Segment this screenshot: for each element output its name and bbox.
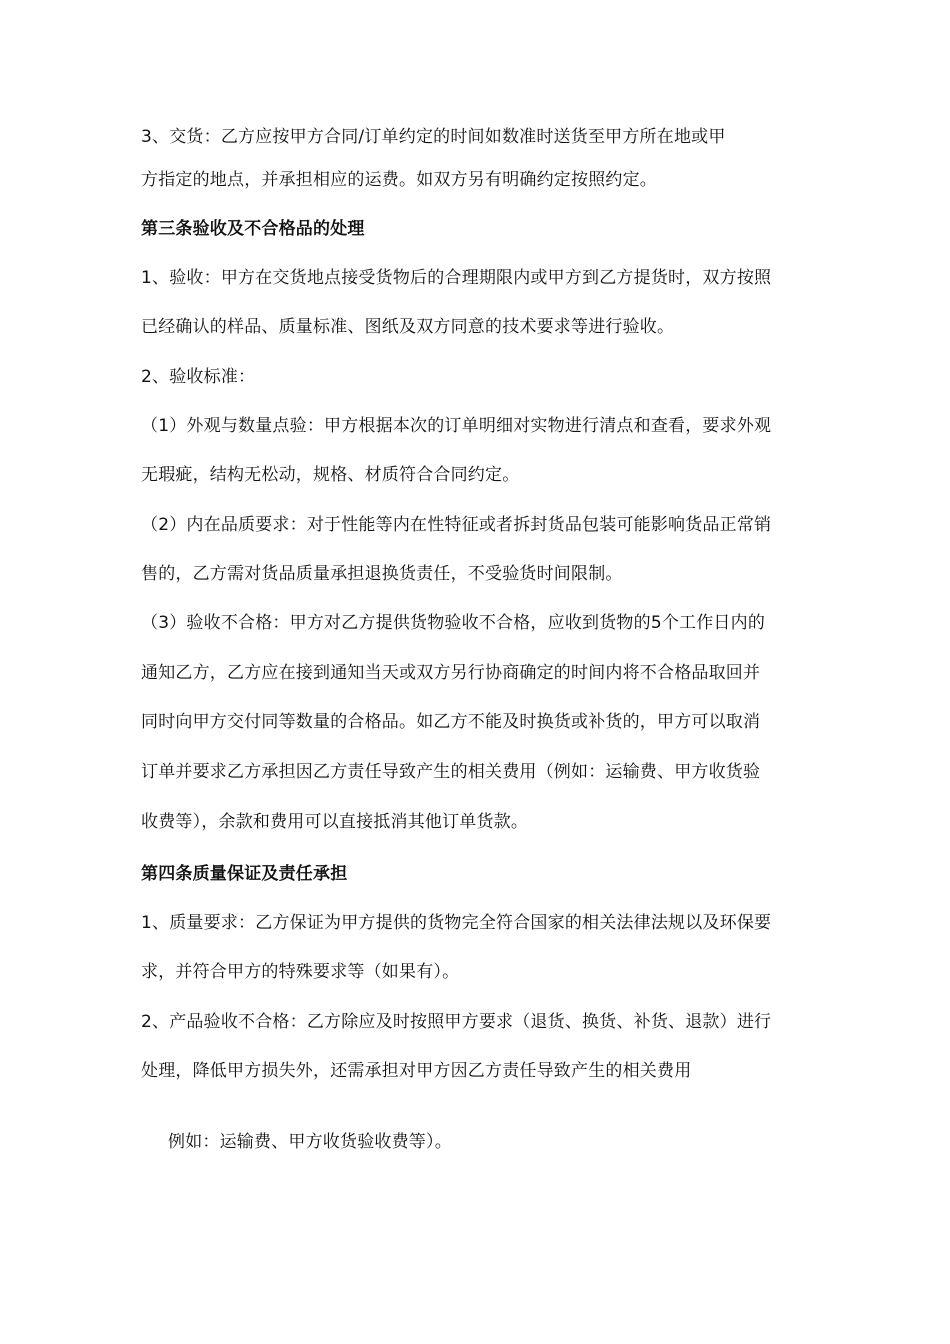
acceptance-item-2: 2、验收标准： xyxy=(141,367,256,387)
product-failure-line-1: 2、产品验收不合格：乙方除应及时按照甲方要求（退货、换货、补货、退款）进行 xyxy=(141,1012,772,1032)
acceptance-failure-line-3: 同时向甲方交付同等数量的合格品。如乙方不能及时换货或补货的，甲方可以取消 xyxy=(141,712,761,732)
internal-quality-line-2: 售的，乙方需对货品质量承担退换货责任，不受验货时间限制。 xyxy=(141,564,623,584)
article-3-heading: 第三条验收及不合格品的处理 xyxy=(141,219,365,239)
product-failure-line-2: 处理，降低甲方损失外，还需承担对甲方因乙方责任导致产生的相关费用 xyxy=(141,1061,692,1081)
acceptance-failure-line-4: 订单并要求乙方承担因乙方责任导致产生的相关费用（例如：运输费、甲方收货验 xyxy=(141,762,761,782)
acceptance-failure-line-1: （3）验收不合格：甲方对乙方提供货物验收不合格，应收到货物的5个工作日内的 xyxy=(141,613,766,633)
product-failure-line-3: 例如：运输费、甲方收货验收费等）。 xyxy=(168,1132,452,1152)
acceptance-failure-line-5: 收费等），余款和费用可以直接抵消其他订单货款。 xyxy=(141,812,529,832)
acceptance-item-1-line-2: 已经确认的样品、质量标准、图纸及双方同意的技术要求等进行验收。 xyxy=(141,317,675,337)
quality-requirement-line-2: 求，并符合甲方的特殊要求等（如果有）。 xyxy=(141,962,460,982)
article-4-heading: 第四条质量保证及责任承担 xyxy=(141,864,348,884)
internal-quality-line-1: （2）内在品质要求：对于性能等内在性特征或者拆封货品包装可能影响货品正常销 xyxy=(141,515,772,535)
acceptance-item-1-line-1: 1、验收：甲方在交货地点接受货物后的合理期限内或甲方到乙方提货时，双方按照 xyxy=(141,268,772,288)
clause-3-delivery-line-2: 方指定的地点，并承担相应的运费。如双方另有明确约定按照约定。 xyxy=(141,170,657,190)
acceptance-failure-line-2: 通知乙方，乙方应在接到通知当天或双方另行协商确定的时间内将不合格品取回并 xyxy=(141,663,761,683)
appearance-quantity-check-line-1: （1）外观与数量点验：甲方根据本次的订单明细对实物进行清点和查看，要求外观 xyxy=(141,416,772,436)
appearance-quantity-check-line-2: 无瑕疵，结构无松动，规格、材质符合合同约定。 xyxy=(141,465,520,485)
quality-requirement-line-1: 1、质量要求：乙方保证为甲方提供的货物完全符合国家的相关法律法规以及环保要 xyxy=(141,913,772,933)
clause-3-delivery-line-1: 3、交货：乙方应按甲方合同/订单约定的时间如数准时送货至甲方所在地或甲 xyxy=(141,127,726,147)
